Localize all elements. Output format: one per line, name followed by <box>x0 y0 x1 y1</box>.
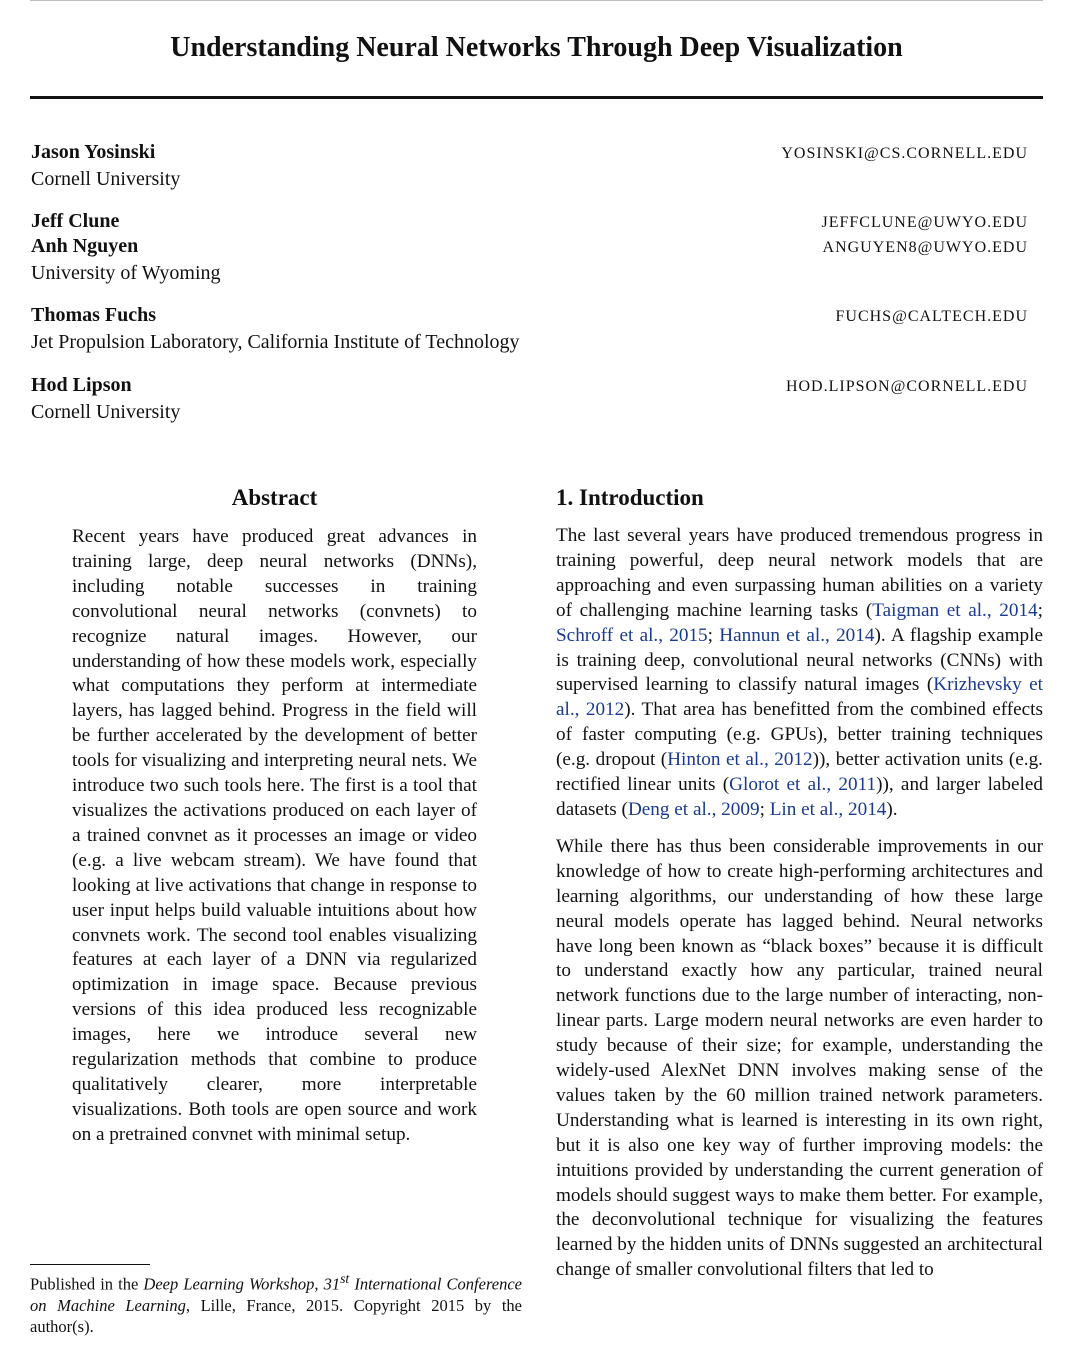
citation-link[interactable]: Taigman et al., 2014 <box>872 599 1038 621</box>
paper-title: Understanding Neural Networks Through Deep Visualization <box>170 32 903 63</box>
title-rule <box>30 96 1043 99</box>
author-group-cornell-1 <box>31 140 1028 194</box>
citation-link[interactable]: Schroff et al., 2015 <box>556 624 708 646</box>
author-row <box>31 209 1028 234</box>
author-email: ANGUYEN8@UWYO.EDU <box>822 239 1028 256</box>
author-row <box>31 140 1028 165</box>
author-email: HOD.LIPSON@CORNELL.EDU <box>785 378 1028 395</box>
top-rule <box>30 0 1043 1</box>
introduction-column <box>556 482 1043 1295</box>
author-email: JEFFCLUNE@UWYO.EDU <box>821 214 1028 231</box>
author-name: Anh Nguyen <box>31 235 139 257</box>
abstract-column <box>72 482 477 1148</box>
citation-link[interactable]: Lin et al., 2014 <box>769 798 887 820</box>
author-name: Thomas Fuchs <box>31 304 157 326</box>
footnote: Published in the Deep Learning Workshop, 31st International Conference on Machine Learning, Lille, France, 2015. Copyright 2015 by the author(s). <box>30 1271 522 1336</box>
abstract-heading: Abstract <box>231 485 318 510</box>
section-heading: 1. Introduction <box>556 485 704 510</box>
citation-link[interactable]: Hannun et al., 2014 <box>719 624 875 646</box>
affiliation: Jet Propulsion Laboratory, California Institute of Technology <box>31 331 520 353</box>
affiliation: University of Wyoming <box>31 262 221 284</box>
author-group-jpl <box>31 303 1028 357</box>
author-email: YOSINSKI@CS.CORNELL.EDU <box>781 145 1028 162</box>
author-row <box>31 303 1028 328</box>
author-name: Jeff Clune <box>31 210 120 232</box>
intro-paragraph-1: The last several years have produced tremendous progress in training powerful, deep neural network models that are approaching and even surpassing human abilities on a variety of challenging machine learning tasks (Taigman et al., 2014; Schroff et al., 2015; Hannun et al., 2014). A flagship example is training deep, convolutional neural networks (CNNs) with supervised learning to classify natural images (Krizhevsky et al., 2012). That area has benefitted from the combined effects of faster computing (e.g. GPUs), better training techniques (e.g. dropout (Hinton et al., 2012)), better activation units (e.g. rectified linear units (Glorot et al., 2011)), and larger labeled datasets (Deng et al., 2009; Lin et al., 2014). <box>556 525 1043 820</box>
author-row <box>31 234 1028 259</box>
affiliation: Cornell University <box>31 168 181 190</box>
author-email: FUCHS@CALTECH.EDU <box>835 308 1028 325</box>
citation-link[interactable]: Deng et al., 2009 <box>627 798 760 820</box>
author-row <box>31 373 1028 398</box>
citation-link[interactable]: Krizhevsky et al., 2012 <box>556 674 1043 721</box>
affiliation: Cornell University <box>31 401 181 423</box>
author-name: Hod Lipson <box>31 374 132 396</box>
footnote-rule <box>30 1264 150 1265</box>
abstract-text: Recent years have produced great advances in training large, deep neural networks (DNNs), including notable successes in training convolutional neural networks (convnets) to recognize natural images. However, our understanding of how these models work, especially what computations they perform at intermediate layers, has lagged behind. Progress in the field will be further accelerated by the development of better tools for visualizing and interpreting neural nets. We introduce two such tools here. The first is a tool that visualizes the activations produced on each layer of a trained convnet as it processes an image or video (e.g. a live webcam stream). We have found that looking at live activations that change in response to user input helps build valuable intuitions about how convnets work. The second tool enables visualizing features at each layer of a DNN via regularized optimization in image space. Because previous versions of this idea produced less recognizable images, here we introduce several new regularization methods that combine to produce qualitatively clearer, more interpretable visualizations. Both tools are open source and work on a pretrained convnet with minimal setup. <box>72 526 477 1145</box>
intro-paragraph-2: While there has thus been considerable improvements in our knowledge of how to create high-performing architectures and learning algorithms, our understanding of how these large neural models operate has lagged behind. Neural networks have long been known as “black boxes” because it is difficult to understand exactly how any particular, trained neural network functions due to the large number of interacting, non-linear parts. Large modern neural networks are even harder to study because of their size; for example, understanding the widely-used AlexNet DNN involves making sense of the values taken by the 60 million trained network parameters. Understanding what is learned is interesting in its own right, but it is also one key way of further improving models: the intuitions provided by understanding the current generation of models should suggest ways to make them better. For example, the deconvolutional technique for visualizing the features learned by the hidden units of DNNs suggested an architectural change of smaller convolutional filters that led to <box>556 835 1043 1281</box>
author-group-cornell-2 <box>31 373 1028 427</box>
citation-link[interactable]: Hinton et al., 2012 <box>667 749 813 771</box>
author-name: Jason Yosinski <box>31 141 156 163</box>
citation-link[interactable]: Glorot et al., 2011 <box>729 774 877 796</box>
author-group-wyoming <box>31 209 1028 288</box>
